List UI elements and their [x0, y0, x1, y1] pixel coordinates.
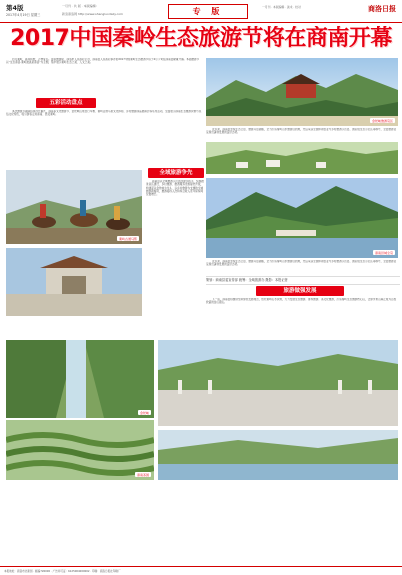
plaza-photo [158, 340, 398, 426]
village-photo [206, 142, 398, 174]
headline: 2017中国秦岭生态旅游节将在商南开幕 [10, 26, 392, 51]
page-number: 第4版 [6, 4, 24, 12]
activities-text: 本次旅游节期间将举办开幕式、商南茶文化旅游节、金丝峡山地自行车赛、秦岭古道马帮文化体验、乡村旅游商品展销会等系列活动，全面展示商南生态旅游资源与民俗文化特色，吸引游客走进商南、感受秦岭。 [6, 110, 202, 117]
masthead-url[interactable]: 新浪商洛网 http://www.shangluodaily.com [62, 12, 123, 16]
tea-garden-photo [6, 420, 154, 480]
section-title-development: 旅游做强发展 [256, 286, 344, 296]
publication-date: 2017年4月19日 星期三 [6, 13, 41, 17]
lake-caption-text: 近年来，商南县坚持生态立县、旅游兴县战略，全力打造秦岭山水旅游目的地，先后荣获全国休闲农业与乡村旅游示范县、国家级生态示范区等称号，全县旅游业呈现出蓬勃发展的良好态势。 [206, 260, 397, 267]
photo-caption: 商南茶园 [136, 472, 149, 477]
header-right-note: 一月刊 · 本版编辑 · 美术 · 校对 [262, 5, 301, 9]
section-title-activities: 五彩活动盘点 [36, 98, 96, 108]
newspaper-logo: 商洛日报 [368, 4, 396, 13]
scenic-gate-photo [6, 248, 142, 316]
mountain-lake-photo [206, 178, 398, 258]
masthead-note: 一月刊 · 共 版 · 本版编辑： [62, 4, 99, 8]
footer-bar: 本报地址：商洛市北新街 · 邮编726000 · 广告许可证：6125004000002 · 印刷：商洛日报社印刷厂 [0, 566, 402, 575]
horse-riders-photo [6, 170, 142, 244]
scenic-photo-top [206, 58, 398, 126]
valley-photo [6, 340, 154, 418]
development-text: 下一步，商南县将继续坚持绿色发展理念，依托秦岭山水资源，大力发展生态旅游、康养旅游、茶文化旅游，打造秦岭生态旅游核心区，让绿水青山真正成为百姓致富的金山银山。 [206, 298, 397, 305]
editor-credits: 策划：商南县委宣传部 统筹：全域旅游办 摄影：本报记者 [206, 276, 400, 285]
section-banner: 专 版 [168, 4, 248, 19]
photo-caption: 金丝峡 [139, 410, 149, 415]
intro-left-text: 四月秦岭，春风和煦，万物复苏。由省旅游局、商洛市人民政府主办，商南县人民政府承办的2017中国秦岭生态旅游节将于4月下旬在商南县隆重开幕。本届旅游节以“生态商洛·秦岭最美是商洛”为主题，集中展示秦岭生态之美、人文之美。 [6, 58, 200, 65]
page-header [0, 0, 402, 23]
intro-right-text: 近年来，商南县坚持生态立县、旅游兴县战略，全力打造秦岭山水旅游目的地，先后荣获全国休闲农业与乡村旅游示范县、国家级生态示范区等称号，全县旅游业呈现出蓬勃发展的良好态势。 [206, 128, 397, 135]
photo-caption: 秦岭古道马帮 [118, 236, 137, 241]
tourism-text: 商南县以全域旅游示范县创建为抓手，统筹推进景区建设、乡村旅游、旅游服务设施提档升级，构建起以金丝峡为龙头、以乡村旅游为支撑的全域旅游新格局，旅游接待人次和综合收入连年保持两位数增长。 [146, 180, 204, 197]
photo-caption: 商南县城全景 [374, 250, 393, 255]
section-title-tourism: 全域旅游争先 [148, 168, 204, 178]
photo-caption: 金丝峡旅游景区 [371, 118, 393, 123]
riverside-photo [158, 430, 398, 480]
